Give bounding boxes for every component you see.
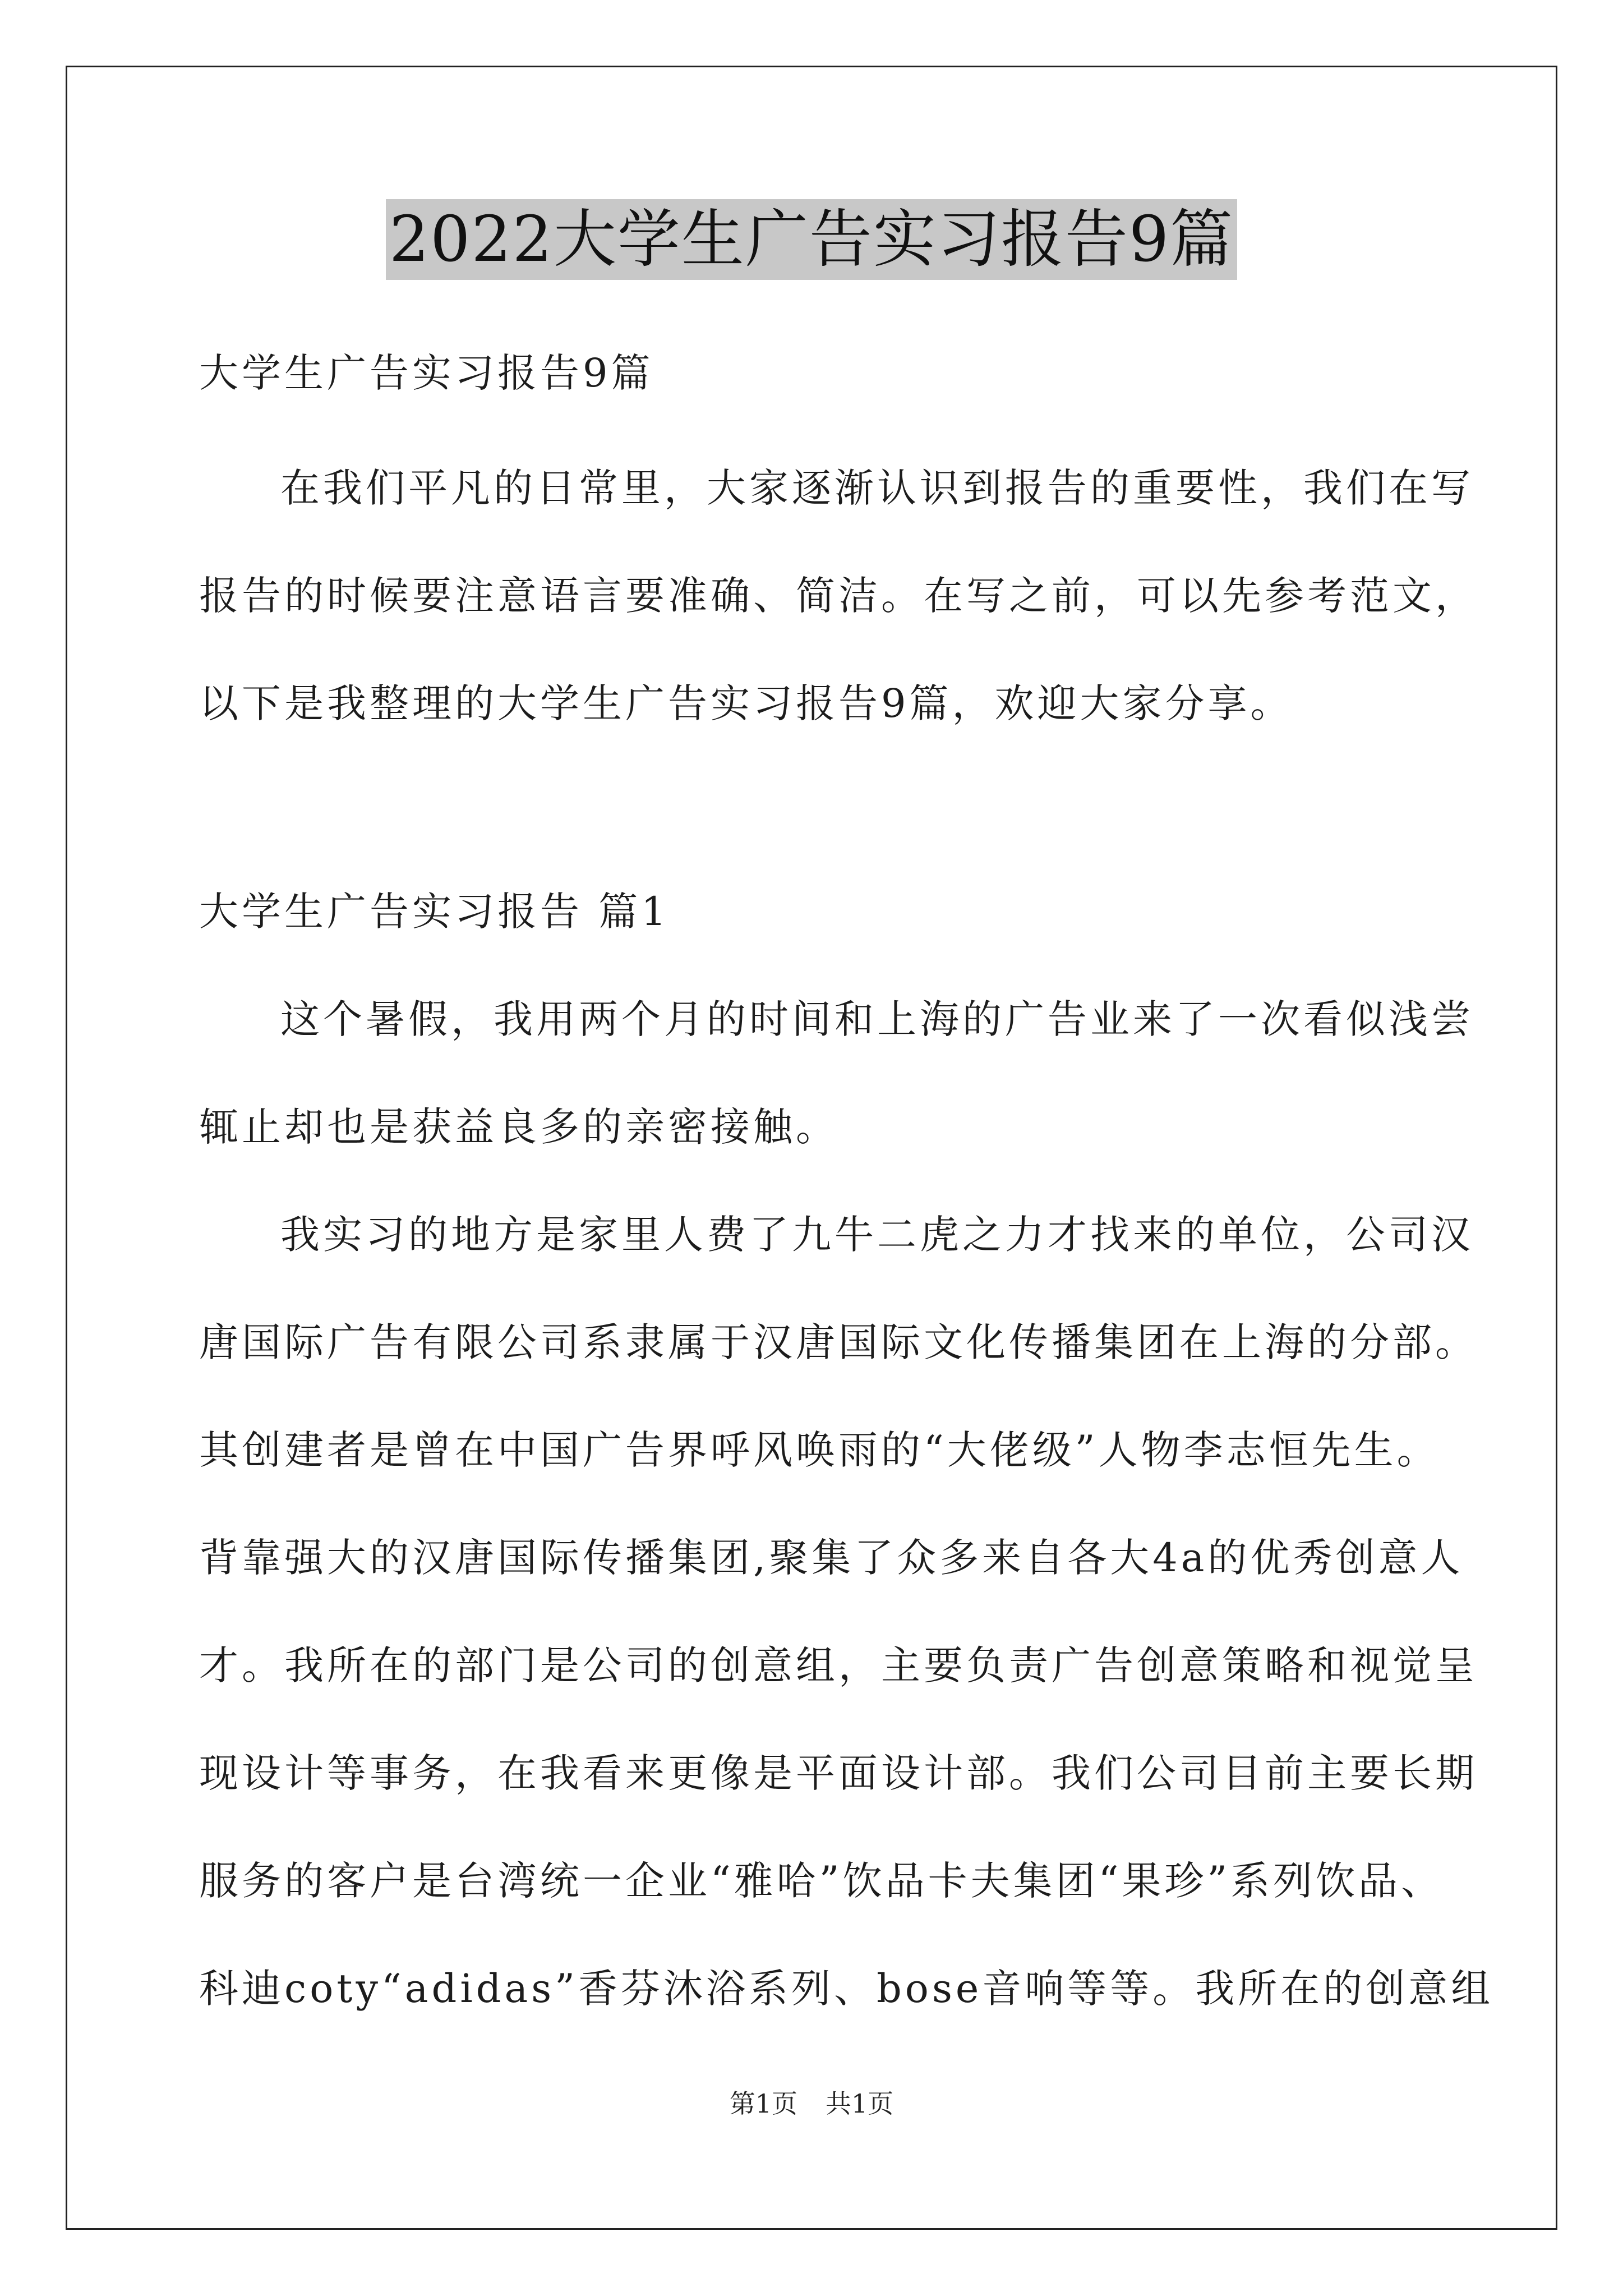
paragraph-line: 其创建者是曾在中国广告界呼风唤雨的“大佬级”人物李志恒先生。 — [199, 1427, 1440, 1473]
paragraph-line: 以下是我整理的大学生广告实习报告9篇，欢迎大家分享。 — [199, 680, 1293, 726]
page-total: 共1页 — [826, 2088, 894, 2119]
paragraph-line: 科迪coty“adidas”香芬沐浴系列、bose音响等等。我所在的创意组 — [199, 1966, 1494, 2012]
paragraph-line: 我实习的地方是家里人费了九牛二虎之力才找来的单位，公司汉 — [280, 1212, 1474, 1258]
subtitle-line: 大学生广告实习报告9篇 — [199, 350, 654, 396]
page-footer — [0, 2087, 1623, 2120]
paragraph-line: 这个暑假，我用两个月的时间和上海的广告业来了一次看似浅尝 — [280, 996, 1474, 1042]
document-title: 2022大学生广告实习报告9篇 — [386, 199, 1237, 280]
page-number: 第1页 — [729, 2088, 797, 2119]
paragraph-line: 现设计等事务，在我看来更像是平面设计部。我们公司目前主要长期 — [199, 1750, 1478, 1796]
paragraph-line: 服务的客户是台湾统一企业“雅哈”饮品卡夫集团“果珍”系列饮品、 — [199, 1858, 1444, 1904]
section-heading: 大学生广告实习报告 篇1 — [199, 889, 670, 935]
paragraph-line: 在我们平凡的日常里，大家逐渐认识到报告的重要性，我们在写 — [280, 465, 1474, 511]
paragraph-line: 报告的时候要注意语言要准确、简洁。在写之前，可以先参考范文， — [199, 573, 1478, 619]
title-container — [0, 199, 1623, 280]
paragraph-line: 背靠强大的汉唐国际传播集团,聚集了众多来自各大4a的优秀创意人 — [199, 1535, 1464, 1581]
paragraph-line: 唐国际广告有限公司系隶属于汉唐国际文化传播集团在上海的分部。 — [199, 1319, 1478, 1365]
paragraph-line: 辄止却也是获益良多的亲密接触。 — [199, 1104, 838, 1150]
paragraph-line: 才。我所在的部门是公司的创意组，主要负责广告创意策略和视觉呈 — [199, 1642, 1478, 1688]
